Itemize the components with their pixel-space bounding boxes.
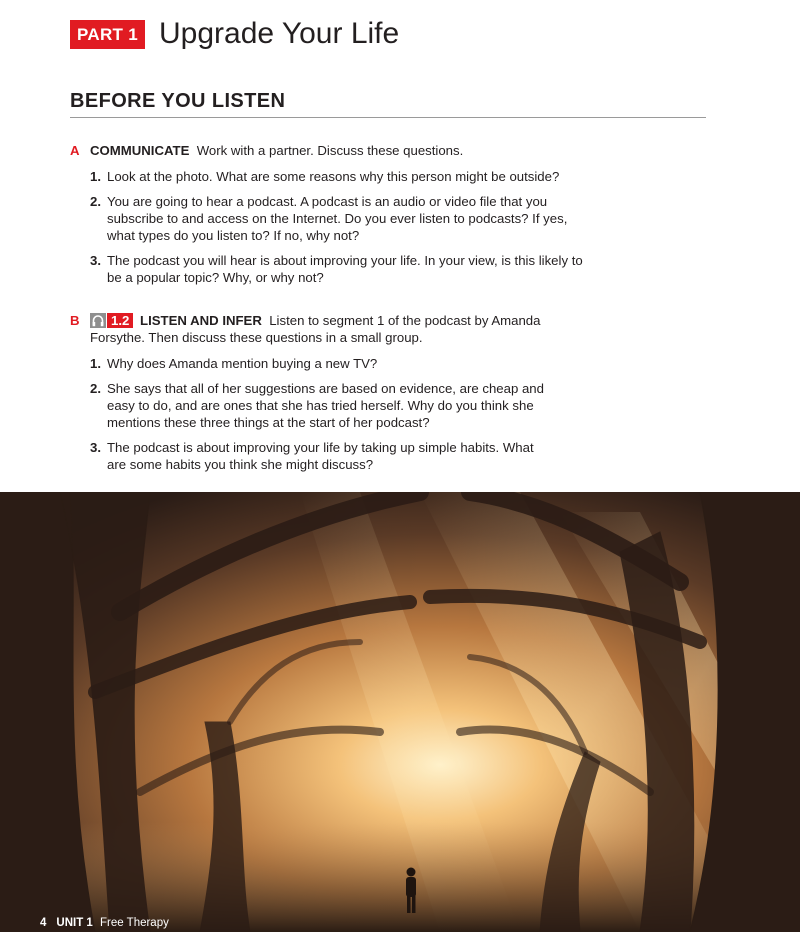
question-text: You are going to hear a podcast. A podcast is an audio or video file that you subscribe to and access on the Internet. Do you ever listen to podcasts? If yes, what types do you listen to? If no, why not? (107, 194, 568, 243)
activity-instruction: Listen to segment 1 of the podcast by Amanda Forsythe. Then discuss these questions in a small group. (90, 313, 541, 345)
page-title: Upgrade Your Life (159, 17, 400, 50)
question-number: 1. (90, 356, 101, 371)
question-number: 3. (90, 253, 101, 268)
question-text: Look at the photo. What are some reasons why this person might be outside? (107, 169, 560, 184)
question-text: The podcast you will hear is about improving your life. In your view, is this likely to be a popular topic? Why, or why not? (107, 253, 583, 285)
question-number: 2. (90, 381, 101, 396)
unit-info (56, 917, 168, 929)
part-badge: PART 1 (70, 20, 145, 49)
activity-instruction: Work with a partner. Discuss these questions. (196, 143, 464, 158)
section-title: BEFORE YOU LISTEN (70, 90, 706, 118)
question-item (70, 380, 550, 431)
activity-letter: A (70, 143, 80, 158)
question-number: 1. (90, 169, 101, 184)
activity-b (70, 312, 550, 473)
activity-letter: B (70, 313, 80, 328)
activity-instruction-line (90, 312, 550, 346)
page-number: 4 (40, 917, 47, 929)
question-number: 2. (90, 194, 101, 209)
forest-photo-illustration (0, 492, 800, 932)
question-item (70, 439, 550, 473)
question-item (70, 168, 590, 185)
activity-instruction-line (90, 142, 590, 159)
activity-a (70, 142, 590, 286)
unit-label: UNIT 1 (56, 917, 93, 929)
question-list (70, 168, 590, 286)
activity-skill-label: COMMUNICATE (90, 143, 190, 158)
question-item (70, 193, 590, 244)
question-item (70, 355, 550, 372)
audio-track-badge[interactable]: 1.2 (107, 313, 133, 328)
question-number: 3. (90, 440, 101, 455)
question-text: The podcast is about improving your life by taking up simple habits. What are some habits you think she might discuss? (107, 440, 534, 472)
question-text: Why does Amanda mention buying a new TV? (107, 356, 378, 371)
headphones-icon[interactable] (90, 313, 106, 328)
activity-skill-label: LISTEN AND INFER (140, 313, 262, 328)
question-list (70, 355, 550, 473)
question-text: She says that all of her suggestions are based on evidence, are cheap and easy to do, and are ones that she has tried herself. Why do you think she mentions these three things at the start of her podcast? (107, 381, 544, 430)
question-item (70, 252, 590, 286)
part-header (70, 14, 399, 54)
unit-title: Free Therapy (100, 917, 169, 929)
forest-photo (0, 492, 800, 932)
page-footer (40, 917, 169, 929)
